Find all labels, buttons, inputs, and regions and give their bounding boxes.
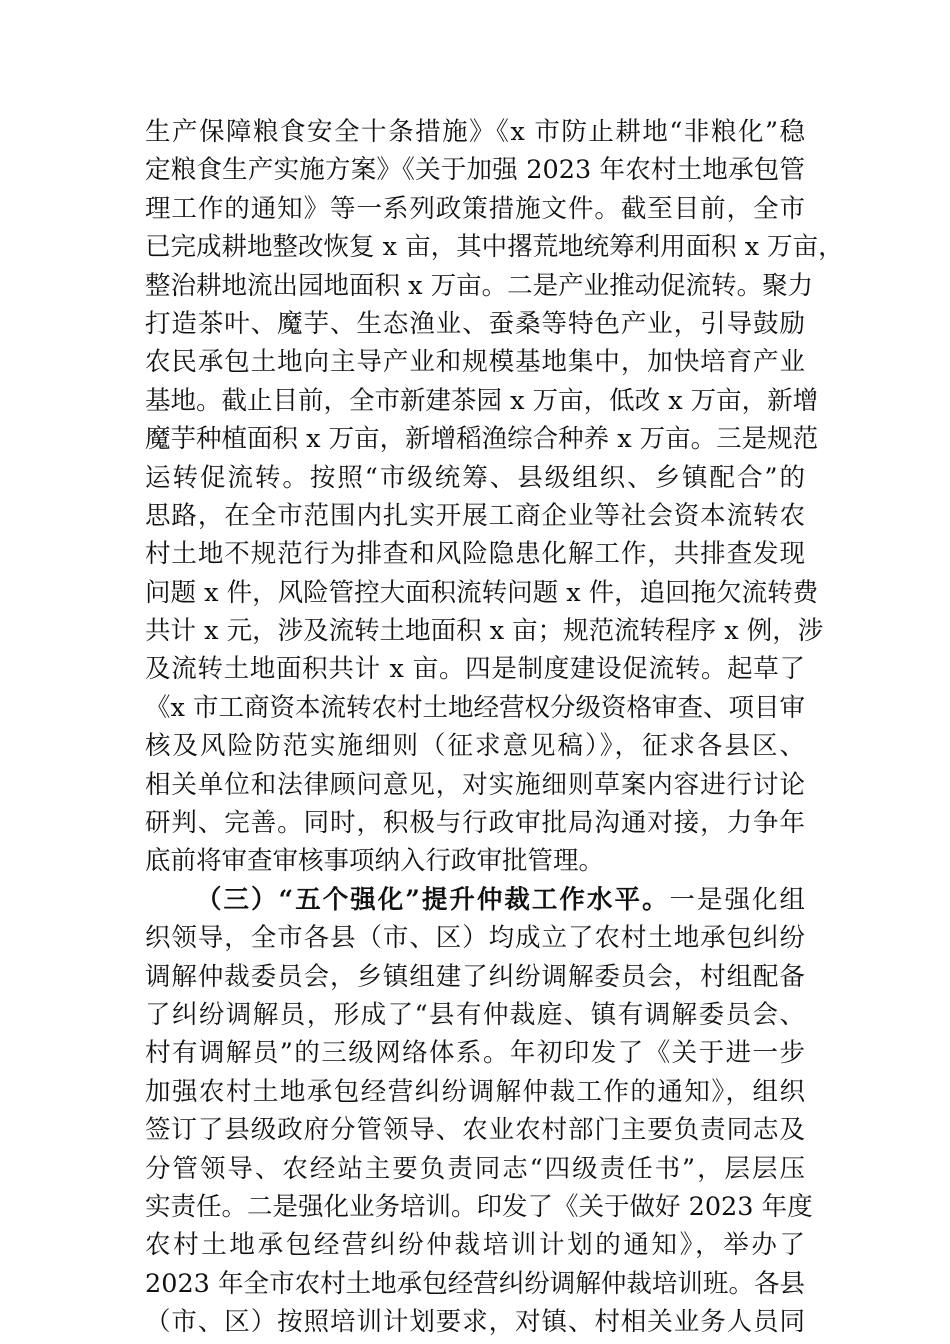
text-line: 生产保障粮食安全十条措施》《x 市防止耕地“非粮化”稳 [145,117,805,147]
text-line: 底前将审查审核事项纳入行政审批管理。 [145,846,605,877]
text-line: 定粮食生产实施方案》《关于加强 2023 年农村土地承包管 [145,155,805,186]
text-line: 魔芋种植面积 x 万亩，新增稻渔综合种养 x 万亩。三是规范 [145,424,819,455]
text-line: 整治耕地流出园地面积 x 万亩。二是产业推动促流转。聚力 [145,270,814,301]
section-heading: （三）“五个强化”提升仲裁工作水平。 [196,884,670,915]
text-line: 村有调解员”的三级网络体系。年初印发了《关于进一步 [145,1038,805,1069]
text-line: 打造茶叶、魔芋、生态渔业、蚕桑等特色产业，引导鼓励 [145,308,805,339]
text-line: 问题 x 件，风险管控大面积流转问题 x 件，追回拖欠流转费 [145,577,819,608]
text-line: （市、区）按照培训计划要求，对镇、村相关业务人员同 [145,1307,805,1338]
text-line: 了纠纷调解员，形成了“县有仲裁庭、镇有调解委员会、 [145,999,805,1030]
text-line: 核及风险防范实施细则（征求意见稿）》，征求各县区、 [145,731,805,762]
text-line: 农村土地承包经营纠纷仲裁培训计划的通知》，举办了 [145,1230,805,1261]
text-line: 加强农村土地承包经营纠纷调解仲裁工作的通知》，组织 [145,1076,805,1107]
text-line: 思路，在全市范围内扎实开展工商企业等社会资本流转农 [145,500,805,531]
text-line: 分管领导、农经站主要负责同志“四级责任书”，层层压 [145,1153,805,1184]
text-line: 已完成耕地整改恢复 x 亩，其中撂荒地统筹利用面积 x 万亩， [145,232,844,263]
section-heading-line [145,881,805,919]
text-line: 村土地不规范行为排查和风险隐患化解工作，共排查发现 [145,539,805,570]
text-line: 理工作的通知》等一系列政策措施文件。截至目前，全市 [145,193,805,224]
text-line: 2023 年全市农村土地承包经营纠纷调解仲裁培训班。各县 [145,1268,805,1299]
text-line: 基地。截止目前，全市新建茶园 x 万亩，低改 x 万亩，新增 [145,385,819,416]
text-line: 及流转土地面积共计 x 亩。四是制度建设促流转。起草了 [145,654,805,685]
document-body [145,113,844,1342]
section-heading-rest: 一是强化组 [669,884,805,915]
text-line: 《x 市工商资本流转农村土地经营权分级资格审查、项目审 [145,692,805,723]
text-line: 共计 x 元，涉及流转土地面积 x 亩；规范流转程序 x 例，涉 [145,616,824,647]
text-line: 相关单位和法律顾问意见，对实施细则草案内容进行讨论 [145,769,805,800]
text-line: 调解仲裁委员会，乡镇组建了纠纷调解委员会，村组配备 [145,961,805,992]
text-line: 织领导，全市各县（市、区）均成立了农村土地承包纠纷 [145,923,805,954]
text-line: 运转促流转。按照“市级统筹、县级组织、乡镇配合”的 [145,462,805,493]
text-line: 研判、完善。同时，积极与行政审批局沟通对接，力争年 [145,808,805,839]
text-line: 实责任。二是强化业务培训。印发了《关于做好 2023 年度 [145,1191,813,1222]
text-line: 农民承包土地向主导产业和规模基地集中，加快培育产业 [145,347,805,378]
text-line: 签订了县级政府分管领导、农业农村部门主要负责同志及 [145,1115,805,1146]
